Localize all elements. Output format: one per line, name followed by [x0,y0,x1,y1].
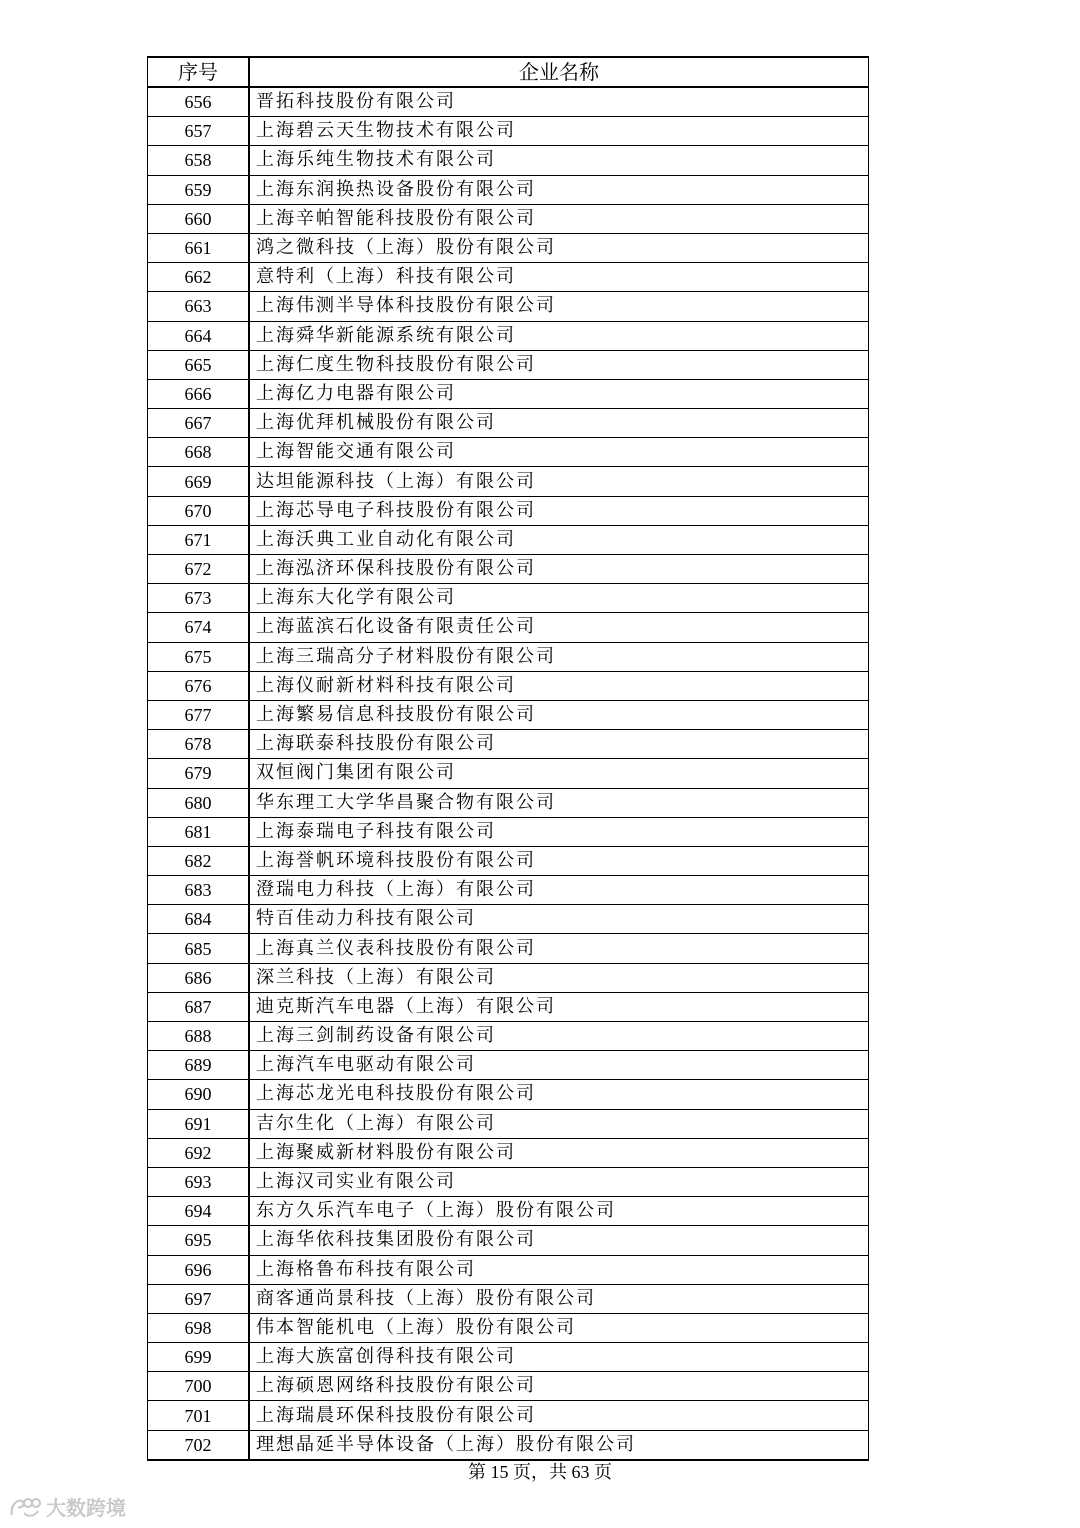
table-row [148,730,869,759]
table-row [148,846,869,875]
company-name-cell: 上海泰瑞电子科技有限公司 [249,817,869,846]
company-name-cell: 上海芯龙光电科技股份有限公司 [249,1080,869,1109]
table-row [148,87,869,117]
serial-number-cell: 686 [148,963,250,992]
company-name-cell: 上海蓝滨石化设备有限责任公司 [249,613,869,642]
table-row [148,1401,869,1430]
serial-number-cell: 673 [148,584,250,613]
table-row [148,584,869,613]
serial-number-cell: 687 [148,992,250,1021]
serial-number-cell: 661 [148,233,250,262]
table-row [148,175,869,204]
serial-number-cell: 685 [148,934,250,963]
serial-number-cell: 702 [148,1430,250,1460]
serial-number-cell: 699 [148,1343,250,1372]
serial-number-cell: 679 [148,759,250,788]
company-name-cell: 上海舜华新能源系统有限公司 [249,321,869,350]
table-row [148,1313,869,1342]
table-row [148,963,869,992]
company-name-cell: 吉尔生化（上海）有限公司 [249,1109,869,1138]
logo-swirl-icon [8,1495,42,1519]
company-name-cell: 上海三瑞高分子材料股份有限公司 [249,642,869,671]
serial-number-cell: 701 [148,1401,250,1430]
serial-number-cell: 689 [148,1051,250,1080]
serial-number-cell: 684 [148,905,250,934]
serial-number-cell: 663 [148,292,250,321]
company-name-cell: 上海碧云天生物技术有限公司 [249,117,869,146]
header-row [148,57,869,87]
serial-number-cell: 674 [148,613,250,642]
serial-number-cell: 678 [148,730,250,759]
company-name-cell: 鸿之微科技（上海）股份有限公司 [249,233,869,262]
serial-number-cell: 676 [148,671,250,700]
serial-number-cell: 683 [148,876,250,905]
company-name-cell: 上海聚威新材料股份有限公司 [249,1138,869,1167]
table-row [148,788,869,817]
company-name-cell: 上海誉帆环境科技股份有限公司 [249,846,869,875]
company-name-cell: 上海硕恩网络科技股份有限公司 [249,1372,869,1401]
serial-number-cell: 695 [148,1226,250,1255]
serial-number-cell: 670 [148,496,250,525]
serial-number-cell: 694 [148,1197,250,1226]
company-name-cell: 上海繁易信息科技股份有限公司 [249,700,869,729]
table-row [148,1430,869,1460]
serial-number-cell: 696 [148,1255,250,1284]
table-body [148,87,869,1460]
serial-number-cell: 698 [148,1313,250,1342]
company-name-cell: 上海亿力电器有限公司 [249,379,869,408]
company-list-table-container [147,56,869,1461]
company-name-cell: 伟本智能机电（上海）股份有限公司 [249,1313,869,1342]
company-name-cell: 晋拓科技股份有限公司 [249,87,869,117]
company-name-cell: 上海华依科技集团股份有限公司 [249,1226,869,1255]
table-row [148,146,869,175]
table-row [148,1167,869,1196]
table-row [148,1138,869,1167]
table-row [148,321,869,350]
serial-number-cell: 658 [148,146,250,175]
company-name-cell: 澄瑞电力科技（上海）有限公司 [249,876,869,905]
company-name-cell: 达坦能源科技（上海）有限公司 [249,467,869,496]
page-number-footer: 第 15 页，共 63 页 [468,1462,612,1482]
company-name-cell: 上海乐纯生物技术有限公司 [249,146,869,175]
serial-number-cell: 681 [148,817,250,846]
company-name-cell: 上海联泰科技股份有限公司 [249,730,869,759]
table-row [148,1197,869,1226]
table-row [148,263,869,292]
watermark [8,1492,126,1521]
table-row [148,1226,869,1255]
header-serial-number: 序号 [148,57,250,87]
watermark-text: 大数跨境 [46,1496,126,1520]
table-row [148,671,869,700]
serial-number-cell: 697 [148,1284,250,1313]
serial-number-cell: 691 [148,1109,250,1138]
table-row [148,992,869,1021]
serial-number-cell: 664 [148,321,250,350]
table-row [148,496,869,525]
company-name-cell: 上海三剑制药设备有限公司 [249,1022,869,1051]
serial-number-cell: 666 [148,379,250,408]
table-row [148,379,869,408]
company-name-cell: 意特利（上海）科技有限公司 [249,263,869,292]
table-row [148,817,869,846]
company-name-cell: 上海汉司实业有限公司 [249,1167,869,1196]
table-header [148,57,869,87]
table-row [148,613,869,642]
table-row [148,117,869,146]
table-row [148,1284,869,1313]
table-row [148,905,869,934]
company-name-cell: 上海辛帕智能科技股份有限公司 [249,204,869,233]
company-name-cell: 商客通尚景科技（上海）股份有限公司 [249,1284,869,1313]
company-name-cell: 华东理工大学华昌聚合物有限公司 [249,788,869,817]
serial-number-cell: 682 [148,846,250,875]
table-row [148,876,869,905]
serial-number-cell: 662 [148,263,250,292]
serial-number-cell: 693 [148,1167,250,1196]
table-row [148,1051,869,1080]
serial-number-cell: 656 [148,87,250,117]
table-row [148,1080,869,1109]
serial-number-cell: 688 [148,1022,250,1051]
serial-number-cell: 677 [148,700,250,729]
serial-number-cell: 657 [148,117,250,146]
company-name-cell: 上海伟测半导体科技股份有限公司 [249,292,869,321]
company-name-cell: 特百佳动力科技有限公司 [249,905,869,934]
table-row [148,525,869,554]
company-name-cell: 上海东大化学有限公司 [249,584,869,613]
table-row [148,350,869,379]
company-name-cell: 上海沃典工业自动化有限公司 [249,525,869,554]
table-row [148,1022,869,1051]
serial-number-cell: 675 [148,642,250,671]
serial-number-cell: 690 [148,1080,250,1109]
serial-number-cell: 660 [148,204,250,233]
serial-number-cell: 667 [148,409,250,438]
serial-number-cell: 665 [148,350,250,379]
company-name-cell: 上海优拜机械股份有限公司 [249,409,869,438]
company-name-cell: 上海大族富创得科技有限公司 [249,1343,869,1372]
company-name-cell: 上海仁度生物科技股份有限公司 [249,350,869,379]
table-row [148,467,869,496]
serial-number-cell: 680 [148,788,250,817]
company-name-cell: 上海格鲁布科技有限公司 [249,1255,869,1284]
table-row [148,204,869,233]
table-row [148,555,869,584]
company-name-cell: 上海真兰仪表科技股份有限公司 [249,934,869,963]
company-name-cell: 双恒阀门集团有限公司 [249,759,869,788]
company-name-cell: 深兰科技（上海）有限公司 [249,963,869,992]
serial-number-cell: 692 [148,1138,250,1167]
table-row [148,233,869,262]
company-name-cell: 上海仪耐新材料科技有限公司 [249,671,869,700]
table-row [148,642,869,671]
table-row [148,934,869,963]
header-company-name: 企业名称 [249,57,869,87]
company-name-cell: 上海芯导电子科技股份有限公司 [249,496,869,525]
serial-number-cell: 672 [148,555,250,584]
serial-number-cell: 659 [148,175,250,204]
table-row [148,409,869,438]
table-row [148,1343,869,1372]
company-list-table [147,56,869,1461]
serial-number-cell: 669 [148,467,250,496]
company-name-cell: 上海瑞晨环保科技股份有限公司 [249,1401,869,1430]
company-name-cell: 上海泓济环保科技股份有限公司 [249,555,869,584]
serial-number-cell: 668 [148,438,250,467]
company-name-cell: 上海智能交通有限公司 [249,438,869,467]
table-row [148,292,869,321]
table-row [148,1255,869,1284]
company-name-cell: 迪克斯汽车电器（上海）有限公司 [249,992,869,1021]
company-name-cell: 东方久乐汽车电子（上海）股份有限公司 [249,1197,869,1226]
company-name-cell: 理想晶延半导体设备（上海）股份有限公司 [249,1430,869,1460]
table-row [148,438,869,467]
company-name-cell: 上海汽车电驱动有限公司 [249,1051,869,1080]
table-row [148,759,869,788]
company-name-cell: 上海东润换热设备股份有限公司 [249,175,869,204]
table-row [148,1109,869,1138]
table-row [148,1372,869,1401]
serial-number-cell: 671 [148,525,250,554]
table-row [148,700,869,729]
serial-number-cell: 700 [148,1372,250,1401]
